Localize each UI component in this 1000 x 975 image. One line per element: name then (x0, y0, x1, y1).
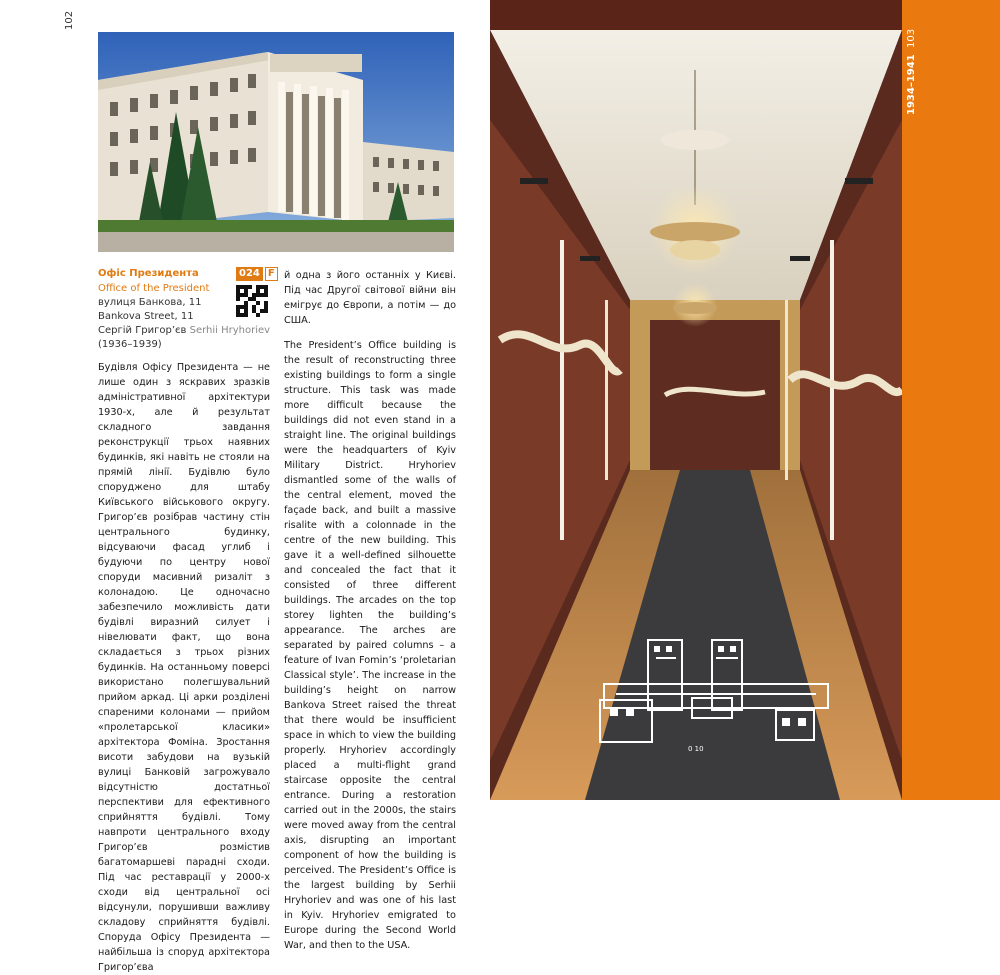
entry-title-uk: Офіс Президента (98, 268, 199, 279)
building-photo (98, 32, 454, 252)
entry-code-badge (236, 267, 278, 281)
architect-en: Serhii Hryhoriev (189, 325, 271, 336)
qr-code-icon (236, 285, 268, 317)
body-text-uk (98, 360, 270, 975)
floor-plan-diagram (596, 638, 836, 758)
paragraph-uk-continued: й одна з його останніх у Києві. Під час Другої світової війни він емігрує до Європи, а потім — до США. (284, 270, 456, 326)
address-uk: вулиця Банкова, 11 (98, 297, 202, 308)
body-text-en (284, 268, 456, 953)
architect-line (98, 325, 270, 336)
entry-code-number: 024 (236, 267, 263, 281)
architect-uk: Сергій Григор’єв (98, 325, 187, 336)
years: (1936–1939) (98, 339, 162, 350)
paragraph-en: The President’s Office building is the result of reconstructing three existing buildings to form a single structure. This task was made more difficult because the buildings did not even stand in a straight line. The original buildings were the headquarters of Kyiv Military District. Hryhoriev dismantled some of the walls of the central element, moved the façade back, and built a massive risalite with a colonnade in the centre of the new building. This gave it a well-defined silhouette and concealed the fact that it consisted of three different buildings. The arcades on the top storey lighten the building’s appearance. The arches are separated by paired columns – a feature of Ivan Fomin’s ‘proletarian Classical style’. The increase in the building’s height on narrow Bankova Street raised the threat that there would be insufficient space in which to view the building properly. Hryhoriev accordingly placed a multi-flight grand staircase opposite the central entrance. During a restoration carried out in the 2000s, the stairs were moved away from the central axis, disrupting an important component of how the building is perceived. The President’s Office is the largest building by Serhii Hryhoriev and was one of his last in Kyiv. Hryhoriev emigrated to Europe during the Second World War, and then to the USA. (284, 340, 456, 951)
page-number-right: 103 (906, 28, 917, 48)
chapter-period-label: 1934–1941 (906, 54, 917, 115)
entry-title-en: Office of the President (98, 283, 210, 294)
paragraph-uk: Будівля Офісу Президента — не лише один з яскравих зразків адміністративної архітектури 1930-х, але й результат складного завдання реконструкції трьох наявних будинків, які навіть не стояли на прямій лінії. Будівлю було споруджено для штабу Київського військового округу. Григор’єв розібрав частину стін центрального будинку, відсуваючи фасад углиб і будуючи по центру нової споруди масивний ризаліт з колонадою. Це одночасно забезпечило можливість дати будівлі виразний силует і нівелювати факт, що вона складається з трьох різних будинків. На останньому поверсі використано полегшувальний прийом аркад. Ці арки розділені спареними колонами — прийом «пролетарської класики» архітектора Фоміна. Зростання висоти забудови на вузькій вулиці Банковій загрожувало відсутністю достатньої перспективи для ефективного сприйняття будівлі. Тому навпроти центрального входу Григор’єв розмістив багатомаршеві парадні сходи. Під час реставрації у 2000-х сходи від центральної осі відсунули, порушивши важливу складову сприйняття будівлі. Споруда Офісу Президента — найбільша із споруд архітектора Григор’єва (98, 362, 270, 973)
address-en: Bankova Street, 11 (98, 311, 194, 322)
plan-scale: 0 10 (688, 745, 704, 753)
entry-code-letter: F (265, 267, 278, 281)
chapter-band (902, 0, 1000, 800)
page-number-left: 102 (64, 10, 75, 30)
left-page (0, 0, 490, 973)
